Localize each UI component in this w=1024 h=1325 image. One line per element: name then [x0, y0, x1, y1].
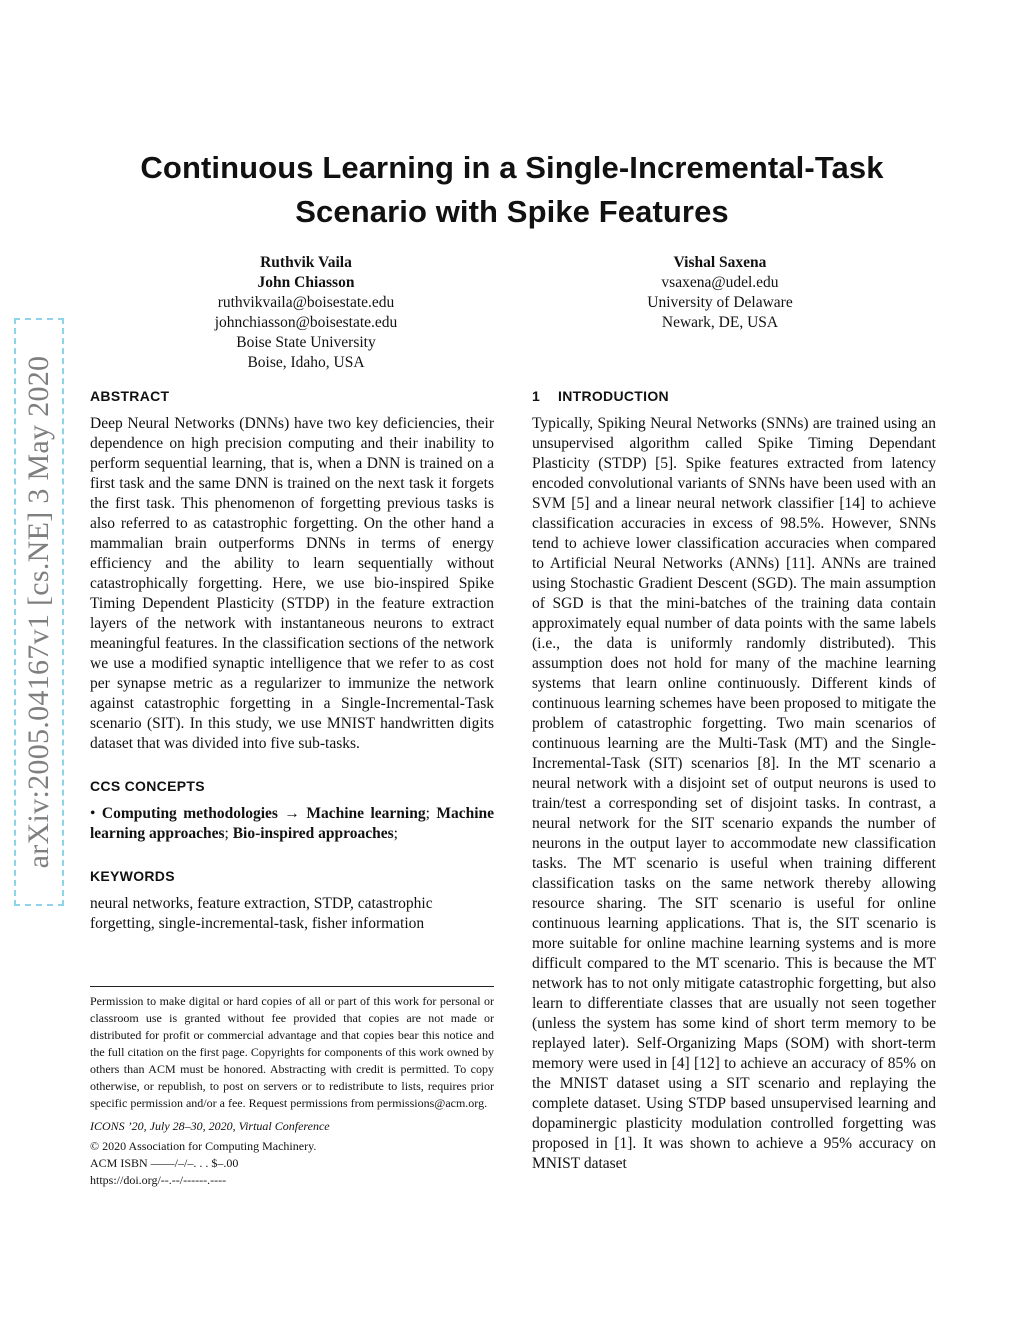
abstract-heading: ABSTRACT: [90, 388, 170, 404]
arxiv-stamp-text: arXiv:2005.04167v1 [cs.NE] 3 May 2020: [22, 355, 55, 869]
isbn-line: ACM ISBN ——/–/–. . . $–.00: [90, 1156, 239, 1170]
author-affiliation: University of Delaware: [647, 294, 793, 311]
ccs-heading: CCS CONCEPTS: [90, 778, 205, 794]
ccs-item: Machine learning approaches: [90, 805, 495, 842]
author-email: ruthvikvaila@boisestate.edu: [217, 294, 395, 311]
keywords-heading: KEYWORDS: [90, 868, 175, 884]
author-name: Ruthvik Vaila: [260, 254, 352, 271]
ccs-item: Computing methodologies → Machine learning: [101, 805, 426, 822]
author-email: johnchiasson@boisestate.edu: [214, 314, 398, 331]
author-email: vsaxena@udel.edu: [661, 274, 779, 291]
keywords-text: neural networks, feature extraction, STDP, catastrophic forgetting, single-incremental-task, fisher information: [90, 895, 433, 932]
author-block-left: [196, 253, 416, 373]
ccs-text: • Computing methodologies → Machine learning; Machine learning approaches; Bio-inspired approaches;: [90, 805, 495, 842]
introduction-heading: [532, 386, 936, 406]
author-name: Vishal Saxena: [673, 254, 767, 271]
ccs-section: [90, 776, 494, 844]
abstract-text: Deep Neural Networks (DNNs) have two key deficiencies, their dependence on high precision computing and their inability to perform sequential learning, that is, when a DNN is trained on a first task and the same DNN is trained on the next task it forgets the first task. This phenomenon of forgetting previous tasks is also referred to as catastrophic forgetting. On the other hand a mammalian brain outperforms DNNs in terms of energy efficiency and the ability to learn sequentially without catastrophically forgetting. Here, we use bio-inspired Spike Timing Dependent Plasticity (STDP) in the feature extraction layers of the network with instantaneous neurons to extract meaningful features. In the classification sections of the network we use a modified synaptic intelligence that we refer to as cost per synapse metric as a regularizer to immunize the network against catastrophic forgetting in a Single-Incremental-Task scenario (SIT). In this study, we use MNIST handwritten digits dataset that was divided into five sub-tasks.: [90, 415, 494, 752]
title-line-1: Continuous Learning in a Single-Incremental-Task: [140, 150, 884, 185]
title-line-2: Scenario with Spike Features: [295, 194, 729, 229]
ccs-bullet: •: [90, 805, 96, 822]
right-column: [532, 386, 936, 1174]
author-affiliation: Boise State University: [236, 334, 376, 351]
arxiv-stamp: [14, 318, 64, 906]
section-number: 1: [532, 388, 541, 404]
left-column: [90, 386, 494, 934]
introduction-text: Typically, Spiking Neural Networks (SNNs) are trained using an unsupervised algorithm called Spike Timing Dependant Plasticity (STDP) [5]. Spike features extracted from latency encoded convolutional variants of SNNs have been used with an SVM [5] and a linear neural network classifier [14] to achieve classification accuracies in excess of 98.5%. However, SNNs tend to achieve lower classification accuracies when compared to Artificial Neural Networks (ANNs) [11]. ANNs are trained using Stochastic Gradient Descent (SGD). The main assumption of SGD is that the mini-batches of the training data contain approximately equal number of data points with the same labels (i.e., the data is uniformly randomly distributed). This assumption does not hold for many of the machine learning systems that learn online continuously. Different kinds of continuous learning schemes have been proposed to mitigate the problem of catastrophic forgetting. Two main scenarios of continuous learning are the Multi-Task (MT) and the Single-Incremental-Task (SIT) scenarios [8]. In the MT scenario a neural network with a disjoint set of output neurons is used to train/test a corresponding set of disjoint tasks. In contrast, a neural network for the SIT scenario expands the number of neurons in the output layer to accommodate new classification tasks. The MT scenario is useful when training different classification tasks on the same network thereby allowing resource sharing. The SIT scenario is useful for online continuous learning applications. That is, the SIT scenario is more suitable for online machine learning systems and is more difficult compared to the MT scenario. This is because the MT network has to not only mitigate catastrophic forgetting, but also learn to differentiate classes that are usually not seen together (unless the system has some kind of short term memory to be replayed later). Self-Organizing Maps (SOM) with short-term memory were used in [4] [12] to achieve an accuracy of 85% on the MNIST dataset using a SIT scenario and replaying the complete dataset. Using STDP based unsupervised learning and dopaminergic plasticity modulation controlled forgetting was proposed in [1]. It was shown to achieve a 95% accuracy on MNIST dataset: [532, 415, 936, 1172]
author-location: Newark, DE, USA: [661, 314, 779, 331]
conference-venue: ICONS ’20, July 28–30, 2020, Virtual Conference: [90, 1119, 330, 1133]
paper-title: [60, 146, 964, 234]
doi-line: https://doi.org/--.--/------.----: [90, 1173, 227, 1187]
permission-footnote: [90, 986, 494, 1189]
permission-text: Permission to make digital or hard copies of all or part of this work for personal or classroom use is granted without fee provided that copies are not made or distributed for profit or commercial advantage and that copies bear this notice and the full citation on the first page. Copyrights for components of this work owned by others than ACM must be honored. Abstracting with credit is permitted. To copy otherwise, or republish, to post on servers or to redistribute to lists, requires prior specific permission and/or a fee. Request permissions from permissions@acm.org.: [90, 994, 494, 1110]
author-location: Boise, Idaho, USA: [247, 354, 365, 371]
author-block-right: [610, 253, 830, 333]
section-title: INTRODUCTION: [558, 388, 669, 404]
keywords-section: [90, 866, 494, 934]
ccs-item: Bio-inspired approaches: [232, 825, 394, 842]
author-name: John Chiasson: [257, 274, 355, 291]
copyright-line: © 2020 Association for Computing Machinery.: [90, 1139, 317, 1153]
